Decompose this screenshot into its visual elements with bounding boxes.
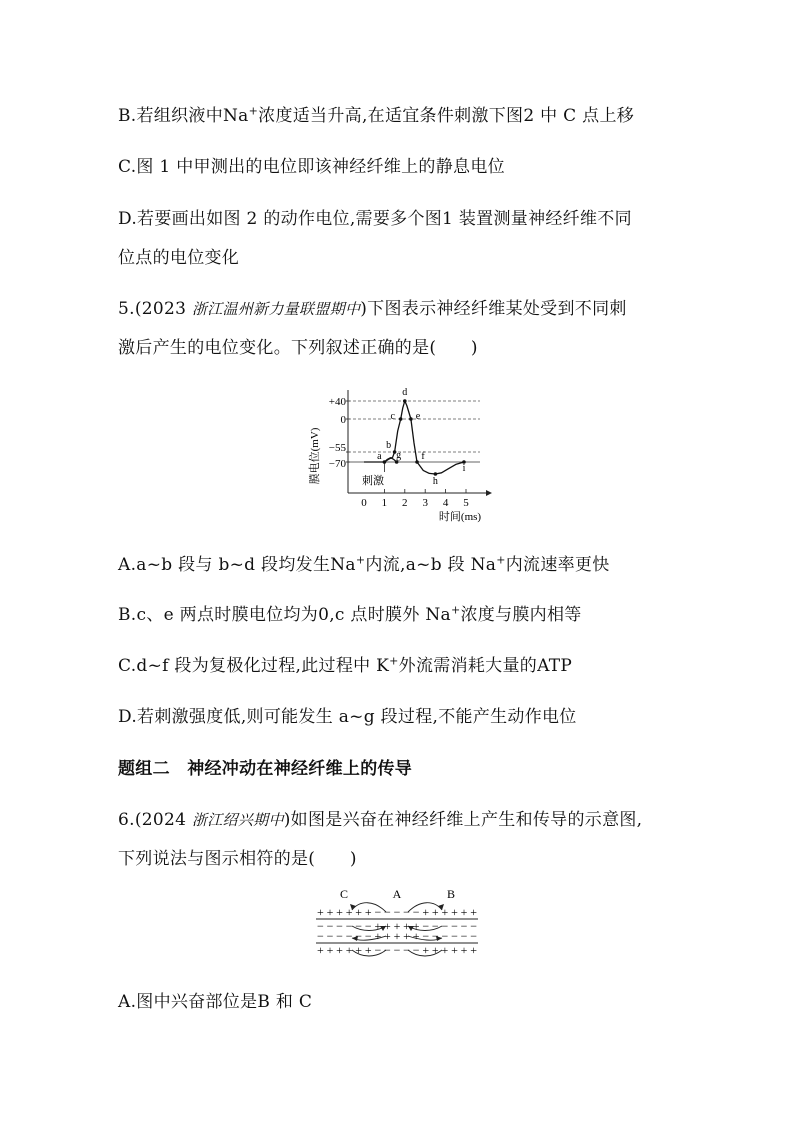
charge-row: −−−−−−+++++−−−−−− xyxy=(317,929,477,943)
question-6-line-1 xyxy=(118,808,642,832)
y-tick-label: −55 xyxy=(328,442,346,454)
point-e xyxy=(409,417,413,421)
text-segment: 外流需消耗大量的ATP xyxy=(398,656,573,676)
text-segment: 浓度适当升高,在适宜条件刺激下图2 中 C 点上移 xyxy=(258,106,635,126)
question-5-line-1 xyxy=(118,297,627,321)
point-f xyxy=(415,460,419,464)
point-a xyxy=(383,460,387,464)
point-d xyxy=(403,399,407,403)
superscript: + xyxy=(496,553,506,567)
superscript: + xyxy=(248,104,259,118)
text-segment: B.若组织液中Na xyxy=(118,106,249,126)
option-d5-line: D.若刺激强度低,则可能发生 a~g 段过程,不能产生动作电位 xyxy=(118,707,577,727)
membrane-potential-chart xyxy=(300,384,500,526)
x-tick-label: 4 xyxy=(442,497,449,509)
text-segment: A.a~b 段与 b~d 段均发生Na xyxy=(118,555,356,575)
point-label-i: i xyxy=(462,463,466,474)
option-c5-line xyxy=(118,654,572,678)
option-b5-line xyxy=(118,603,582,627)
question-number: 6.(2024 xyxy=(118,810,187,830)
question-5-line-2: 激后产生的电位变化。下列叙述正确的是( ) xyxy=(118,338,478,358)
text-segment: 内流,a~b 段 Na xyxy=(365,555,497,575)
point-c xyxy=(399,417,403,421)
option-d-line-2: 位点的电位变化 xyxy=(118,248,240,268)
text-segment: 浓度与膜内相等 xyxy=(460,605,582,625)
question-6-line-2: 下列说法与图示相符的是( ) xyxy=(118,849,357,869)
superscript: + xyxy=(355,553,366,567)
x-axis-label: 时间(ms) xyxy=(438,511,482,523)
x-tick-label: 5 xyxy=(463,497,469,509)
superscript: + xyxy=(389,654,399,668)
point-label-a: a xyxy=(377,451,382,462)
text-segment: B.c、e 两点时膜电位均为0,c 点时膜外 Na xyxy=(118,605,451,625)
point-label-g: g xyxy=(396,450,402,461)
text-segment: 内流速率更快 xyxy=(505,555,610,575)
y-tick-label: 0 xyxy=(340,414,346,426)
y-axis-label: 膜电位(mV) xyxy=(309,427,321,485)
action-potential-curve xyxy=(364,401,464,474)
y-tick-label: +40 xyxy=(328,396,346,408)
stimulus-label: 刺激 xyxy=(362,475,384,487)
text-segment: )下图表示神经纤维某处受到不同刺 xyxy=(360,299,627,319)
point-label-h: h xyxy=(432,476,438,487)
option-d-line-1: D.若要画出如图 2 的动作电位,需要多个图1 装置测量神经纤维不同 xyxy=(118,209,632,229)
charge-row: ++++++−−−−−++++++ xyxy=(317,905,477,919)
label-a: A xyxy=(392,887,402,901)
x-axis-arrow xyxy=(486,490,492,496)
option-a6-line: A.图中兴奋部位是B 和 C xyxy=(118,992,313,1012)
charge-row: ++++++−−−−−++++++ xyxy=(317,943,477,957)
option-c-line: C.图 1 中甲测出的电位即该神经纤维上的静息电位 xyxy=(118,157,505,177)
text-segment: )如图是兴奋在神经纤维上产生和传导的示意图, xyxy=(283,810,643,830)
superscript: + xyxy=(450,603,461,617)
x-tick-label: 3 xyxy=(422,497,428,509)
question-number: 5.(2023 xyxy=(118,299,187,319)
section-heading: 题组二 神经冲动在神经纤维上的传导 xyxy=(118,759,413,779)
y-tick-label: −70 xyxy=(328,458,346,470)
text-segment: C.d~f 段为复极化过程,此过程中 K xyxy=(118,656,390,676)
point-label-d: d xyxy=(402,387,408,398)
question-source: 浙江绍兴期中 xyxy=(191,811,284,829)
point-label-b: b xyxy=(386,440,392,451)
point-label-e: e xyxy=(415,411,421,422)
point-label-c: c xyxy=(390,411,395,422)
option-a5-line xyxy=(118,553,610,577)
nerve-conduction-diagram xyxy=(312,886,482,962)
x-tick-label: 2 xyxy=(402,497,408,509)
label-b: B xyxy=(446,887,456,901)
x-tick-label: 1 xyxy=(381,497,388,509)
label-c: C xyxy=(339,887,349,901)
question-source: 浙江温州新力量联盟期中 xyxy=(191,300,361,318)
option-b-line xyxy=(118,104,634,128)
x-tick-label: 0 xyxy=(361,497,367,509)
point-label-f: f xyxy=(421,451,425,462)
charge-row: −−−−−−+++++−−−−−− xyxy=(317,919,477,933)
